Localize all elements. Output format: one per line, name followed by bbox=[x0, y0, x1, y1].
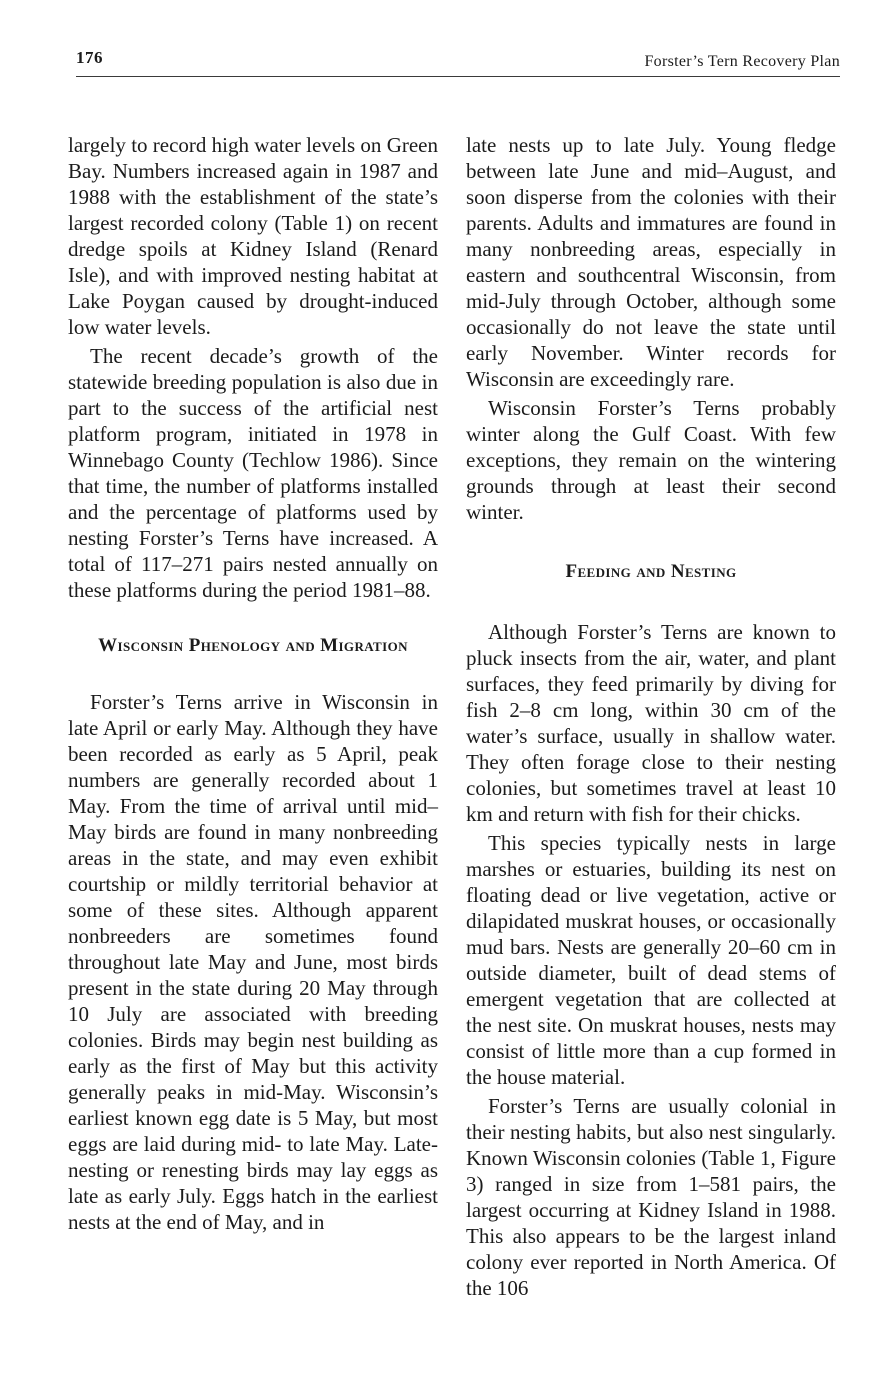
paragraph: This species typically nests in large marshes or estuaries, building its nest on floating dead or live vegetation, active or dilapidated muskrat houses, or occasionally mud bars. Nests are generally 20–60 cm in outside diameter, built of dead stems of emergent vegetation that are collected at the nest site. On muskrat houses, nests may consist of little more than a cup formed in the house material. bbox=[466, 831, 836, 1089]
left-column bbox=[68, 132, 438, 1238]
paragraph: Wisconsin Forster’s Terns probably winter along the Gulf Coast. With few exceptions, they remain on the wintering grounds through at least their second winter. bbox=[466, 396, 836, 524]
page-header bbox=[76, 48, 840, 77]
paragraph: The recent decade’s growth of the statewide breeding population is also due in part to the success of the artificial nest platform program, initiated in 1978 in Winnebago County (Techlow 1986). Since that time, the number of platforms installed and the percentage of platforms used by nesting Forster’s Terns have increased. A total of 117–271 pairs nested annually on these platforms during the period 1981–88. bbox=[68, 344, 438, 602]
paragraph: largely to record high water levels on Green Bay. Numbers increased again in 1987 and 1988 with the establishment of the state’s largest recorded colony (Table 1) on recent dredge spoils at Kidney Island (Renard Isle), and with improved nesting habitat at Lake Poygan caused by drought-induced low water levels. bbox=[68, 133, 438, 339]
paragraph: Forster’s Terns arrive in Wisconsin in late April or early May. Although they have been recorded as early as 5 April, peak numbers are generally recorded about 1 May. From the time of arrival until mid–May birds are found in many nonbreeding areas in the state, and may even exhibit courtship or mildly territorial behavior at some of these sites. Although apparent nonbreeders are sometimes found throughout late May and June, most birds present in the state during 20 May through 10 July are associated with breeding colonies. Birds may begin nest building as early as the first of May but this activity generally peaks in mid-May. Wisconsin’s earliest known egg date is 5 May, but most eggs are laid during mid- to late May. Late-nesting or renesting birds may lay eggs as late as early July. Eggs hatch in the earliest nests at the end of May, and in bbox=[68, 690, 438, 1234]
right-column bbox=[466, 132, 836, 1304]
section-heading-feeding: Feeding and Nesting bbox=[565, 561, 737, 582]
section-heading-phenology: Wisconsin Phenology and Migration bbox=[98, 635, 408, 656]
page-number: 176 bbox=[76, 48, 103, 67]
running-title: Forster’s Tern Recovery Plan bbox=[644, 53, 840, 70]
paragraph: late nests up to late July. Young fledge between late June and mid–August, and soon disperse from the colonies with their parents. Adults and immatures are found in many nonbreeding areas, especially in eastern and southcentral Wisconsin, from mid-July through October, although some occasionally do not leave the state until early November. Winter records for Wisconsin are exceedingly rare. bbox=[466, 133, 836, 391]
paragraph: Although Forster’s Terns are known to pluck insects from the air, water, and plant surfaces, they feed primarily by diving for fish 2–8 cm long, within 30 cm of the water’s surface, usually in shallow water. They often forage close to their nesting colonies, but sometimes travel at least 10 km and return with fish for their chicks. bbox=[466, 620, 836, 826]
paragraph: Forster’s Terns are usually colonial in their nesting habits, but also nest singularly. Known Wisconsin colonies (Table 1, Figure 3) ranged in size from 1–581 pairs, the largest occurring at Kidney Island in 1988. This also appears to be the largest inland colony ever reported in North America. Of the 106 bbox=[466, 1094, 836, 1300]
